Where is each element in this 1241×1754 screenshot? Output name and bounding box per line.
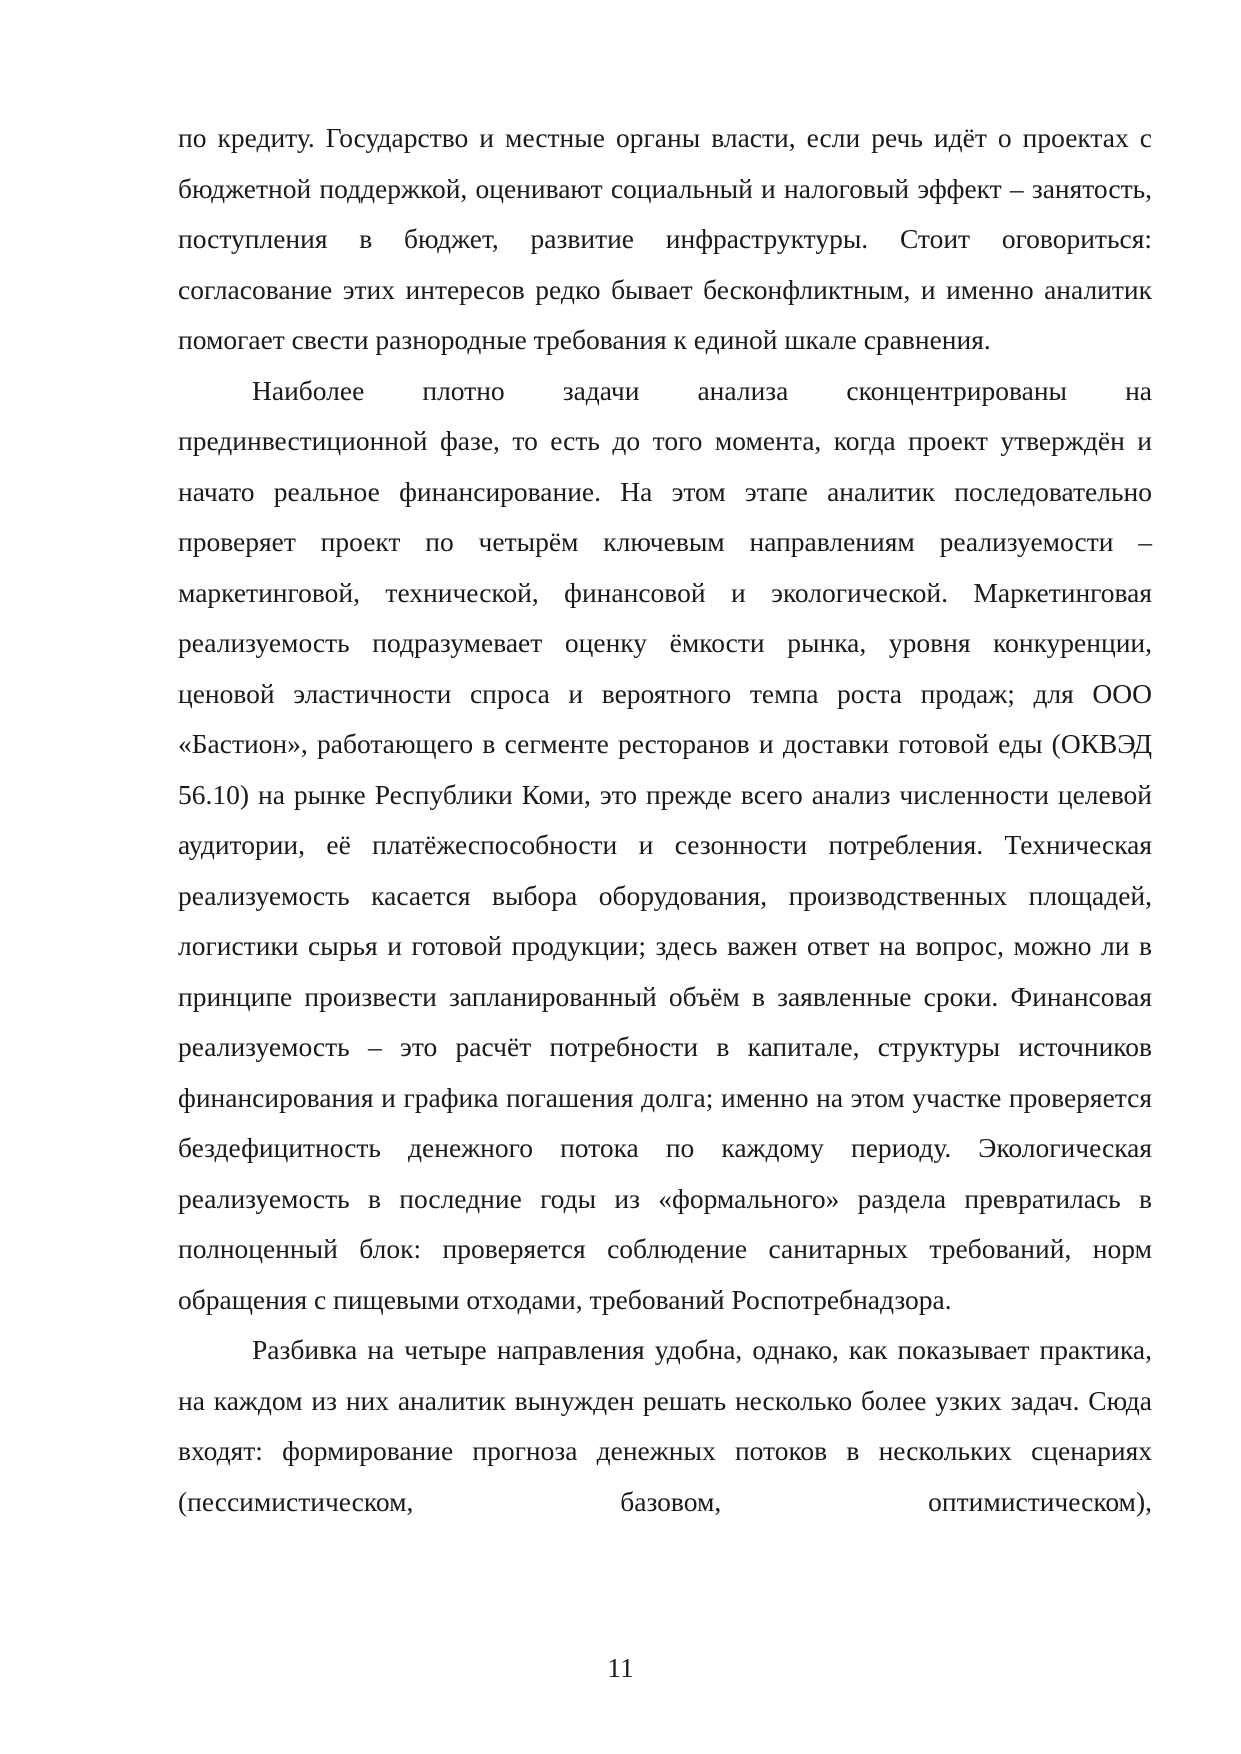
paragraph-prefeasibility-analysis: Наиболее плотно задачи анализа сконцентрированы на прединвестиционной фазе, то есть до того момента, когда проект утверждён и начато реальное финансирование. На этом этапе аналитик последовательно проверяет проект по четырём ключевым направлениям реализуемости – маркетинговой, технической, финансовой и экологической. Маркетинговая реализуемость подразумевает оценку ёмкости рынка, уровня конкуренции, ценовой эластичности спроса и вероятного темпа роста продаж; для ООО «Бастион», работающего в сегменте ресторанов и доставки готовой еды (ОКВЭД 56.10) на рынке Республики Коми, это прежде всего анализ численности целевой аудитории, её платёжеспособности и сезонности потребления. Техническая реализуемость касается выбора оборудования, производственных площадей, логистики сырья и готовой продукции; здесь важен ответ на вопрос, можно ли в принципе произвести запланированный объём в заявленные сроки. Финансовая реализуемость – это расчёт потребности в капитале, структуры источников финансирования и графика погашения долга; именно на этом участке проверяется бездефицитность денежного потока по каждому периоду. Экологическая реализуемость в последние годы из «формального» раздела превратилась в полноценный блок: проверяется соблюдение санитарных требований, норм обращения с пищевыми отходами, требований Роспотребнадзора. (178, 374, 1152, 1315)
paragraph-continuation: по кредиту. Государство и местные органы власти, если речь идёт о проектах с бюджетной поддержкой, оценивают социальный и налоговый эффект – занятость, поступления в бюджет, развитие инфраструктуры. Стоит оговориться: согласование этих интересов редко бывает бесконфликтным, и именно аналитик помогает свести разнородные требования к единой шкале сравнения. (178, 122, 1152, 355)
document-body (178, 113, 1152, 1527)
page-number: 11 (607, 1652, 634, 1683)
paragraph-four-directions: Разбивка на четыре направления удобна, однако, как показывает практика, на каждом из них аналитик вынужден решать несколько более узких задач. Сюда входят: формирование прогноза денежных потоков в нескольких сценариях (пессимистическом, базовом, оптимистическом), (178, 1334, 1152, 1517)
